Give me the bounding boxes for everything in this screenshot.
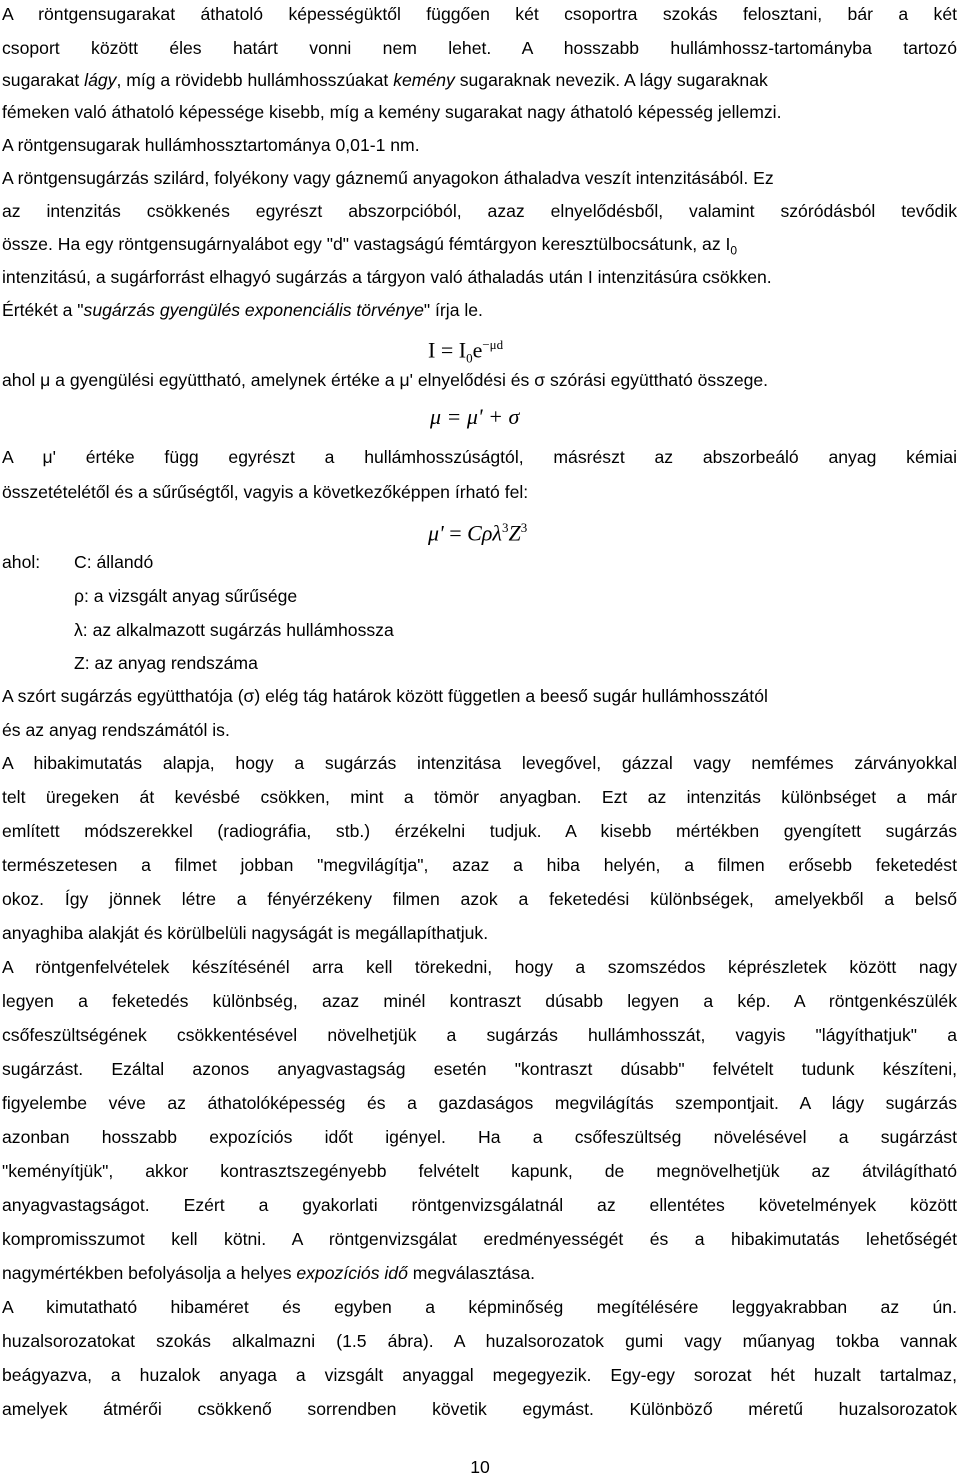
paragraph-6-line-1: A hibakimutatás alapja, hogy a sugárzás intenzitása levegővel, gázzal vagy nemfémes zárványokkal <box>2 753 957 773</box>
paragraph-7-line-10 <box>2 1261 957 1285</box>
subscript-zero: 0 <box>730 243 738 258</box>
paragraph-5-line-1: A szórt sugárzás együtthatója (σ) elég tág határok között független a beeső sugár hullámhosszától <box>2 686 768 706</box>
italic-term-law: sugárzás gyengülés exponenciális törvénye <box>83 300 424 320</box>
paragraph-7-line-9: kompromisszumot kell kötni. A röntgenvizsgálat eredményességét és a hibakimutatás lehetőségét <box>2 1229 957 1249</box>
text-run: megválasztása. <box>407 1263 536 1283</box>
formula-lhs: μ' <box>428 520 444 546</box>
formula-subscript: 0 <box>466 350 473 366</box>
paragraph-5-line-2: és az anyag rendszámától is. <box>2 720 230 740</box>
paragraph-7-line-2: legyen a feketedés különbség, azaz minél kontraszt dúsabb legyen a kép. A röntgenkészülék <box>2 991 957 1011</box>
paragraph-6-line-3: említett módszerekkel (radiográfia, stb.) érzékelni tudjuk. A kisebb mértékben gyengített sugárzás <box>2 821 957 841</box>
paragraph-7-line-7: "keményítjük", akkor kontrasztszegényebb felvételt kapunk, de megnövelhetjük az átvilágítható <box>2 1161 957 1181</box>
paragraph-6-line-2: telt üregeken át kevésbé csökken, mint a tömör anyagban. Ezt az intenzitás különbséget a már <box>2 787 957 807</box>
paragraph-1-line-5: A röntgensugarak hullámhossztartománya 0,01-1 nm. <box>2 135 420 155</box>
formula-z: Z <box>508 520 521 546</box>
paragraph-2-line-1: A röntgensugárzás szilárd, folyékony vagy gáznemű anyagokon áthaladva veszít intenzitásából. Ez <box>2 168 774 188</box>
paragraph-6-line-5: okoz. Így jönnek létre a fényérzékeny filmen azok a feketedési különbségek, amelyekből a belső <box>2 889 957 909</box>
paragraph-7-line-8: anyagvastagságot. Ezért a gyakorlati röntgenvizsgálatnál az ellentétes követelmények között <box>2 1195 957 1215</box>
definition-row <box>2 584 702 608</box>
formula-lambda-exponent: 3 <box>501 520 509 535</box>
paragraph-6-line-6: anyaghiba alakját és körülbelüli nagyságát is megállapíthatjuk. <box>2 923 489 943</box>
paragraph-8-line-2: huzalsorozatokat szokás alkalmazni (1.5 ábra). A huzalsorozatok gumi vagy műanyag tokba vannak <box>2 1331 957 1351</box>
paragraph-4-line-2: összetételétől és a sűrűségtől, vagyis a következőképpen írható fel: <box>2 482 529 502</box>
formula-mu-prime <box>428 515 527 546</box>
formula-e: e <box>472 337 483 363</box>
definition-item: Z: az anyag rendszáma <box>74 653 258 673</box>
text-run: nagymértékben befolyásolja a helyes <box>2 1263 297 1283</box>
definition-row <box>2 550 702 574</box>
paragraph-8-line-1: A kimutatható hibaméret és egyben a képminőség megítélésére leggyakrabban az ún. <box>2 1297 957 1317</box>
definition-row <box>2 618 702 642</box>
definition-row <box>2 651 702 675</box>
formula-lhs: I <box>428 337 436 363</box>
formula-lambda: λ <box>492 520 502 546</box>
text-run: sugarakat <box>2 70 85 90</box>
paragraph-2-line-4: intenzitású, a sugárforrást elhagyó sugárzás a tárgyon való áthaladás után I intenzitásúra csökken. <box>2 267 772 287</box>
page-number: 10 <box>470 1457 490 1477</box>
text-run: " írja le. <box>423 300 483 320</box>
formula-equals: = <box>440 337 454 363</box>
paragraph-8-line-4: amelyek átmérői csökkenő sorrendben követik egymást. Különböző méretű huzalsorozatok <box>2 1399 957 1419</box>
definition-item: λ: az alkalmazott sugárzás hullámhossza <box>74 620 394 640</box>
paragraph-1-line-3 <box>2 68 957 92</box>
paragraph-3: ahol μ a gyengülési együttható, amelynek értéke a μ' elnyelődési és σ szórási együttható összege. <box>2 370 769 390</box>
text-run: össze. Ha egy röntgensugárnyalábot egy "d" vastagságú fémtárgyon keresztülbocsátunk, az I <box>2 234 731 254</box>
paragraph-4-line-1: A μ' értéke függ egyrészt a hullámhosszúságtól, másrészt az abszorbeáló anyag kémiai <box>2 447 957 467</box>
definition-item: ρ: a vizsgált anyag sűrűsége <box>74 586 298 606</box>
paragraph-7-line-5: figyelembe véve az áthatolóképesség és a gazdaságos megvilágítás szempontjait. A lágy sugárzás <box>2 1093 957 1113</box>
formula-exponent: −μd <box>482 337 504 352</box>
formula-c-rho: Cρ <box>467 520 493 546</box>
paragraph-2-line-3 <box>2 232 957 263</box>
formula-mu-sum <box>430 404 519 430</box>
text-run: sugaraknak nevezik. A lágy sugaraknak <box>454 70 768 90</box>
paragraph-1-line-4: fémeken való áthatoló képessége kisebb, míg a kemény sugarakat nagy áthatoló képesség jellemzi. <box>2 102 782 122</box>
text-run: , míg a rövidebb hullámhosszúakat <box>116 70 394 90</box>
paragraph-1-line-1: A röntgensugarakat áthatoló képességüktől függően két csoportra szokás felosztani, bár a két <box>2 4 957 24</box>
formula-z-exponent: 3 <box>520 520 528 535</box>
italic-term-kemeny: kemény <box>393 70 455 90</box>
paragraph-1-line-2: csoport között éles határt vonni nem lehet. A hosszabb hullámhossz-tartományba tartozó <box>2 38 957 58</box>
paragraph-7-line-4: sugárzást. Ezáltal azonos anyagvastagság esetén "kontraszt dúsabb" felvételt tudunk készíteni, <box>2 1059 957 1079</box>
definitions-label: ahol: <box>2 552 41 572</box>
paragraph-7-line-6: azonban hosszabb expozíciós időt igényel. Ha a csőfeszültség növelésével a sugárzást <box>2 1127 957 1147</box>
paragraph-2-line-5 <box>2 298 957 322</box>
paragraph-2-line-2: az intenzitás csökkenés egyrészt abszorpcióból, azaz elnyelődésből, valamint szóródásból tevődik <box>2 201 957 221</box>
text-run: Értékét a " <box>2 300 84 320</box>
paragraph-8-line-3: beágyazva, a huzalok anyaga a vizsgált anyaggal megegyezik. Egy-egy sorozat hét huzalt tartalmaz, <box>2 1365 957 1385</box>
paragraph-7-line-1: A röntgenfelvételek készítésénél arra kell törekedni, hogy a szomszédos képrészletek között nagy <box>2 957 957 977</box>
formula-equals: = <box>449 520 462 546</box>
italic-term-lagy: lágy <box>84 70 117 90</box>
formula-exponential-law <box>428 332 503 372</box>
italic-term-exposure: expozíciós idő <box>296 1263 408 1283</box>
paragraph-7-line-3: csőfeszültségének csökkentésével növelhetjük a sugárzás hullámhosszát, vagyis "lágyíthatjuk" a <box>2 1025 957 1045</box>
formula-base: I <box>458 337 467 363</box>
formula-text: μ = μ' + σ <box>430 404 520 429</box>
paragraph-6-line-4: természetesen a filmet jobban "megvilágítja", azaz a hiba helyén, a filmen erősebb feketedést <box>2 855 957 875</box>
definition-item: C: állandó <box>74 552 154 572</box>
